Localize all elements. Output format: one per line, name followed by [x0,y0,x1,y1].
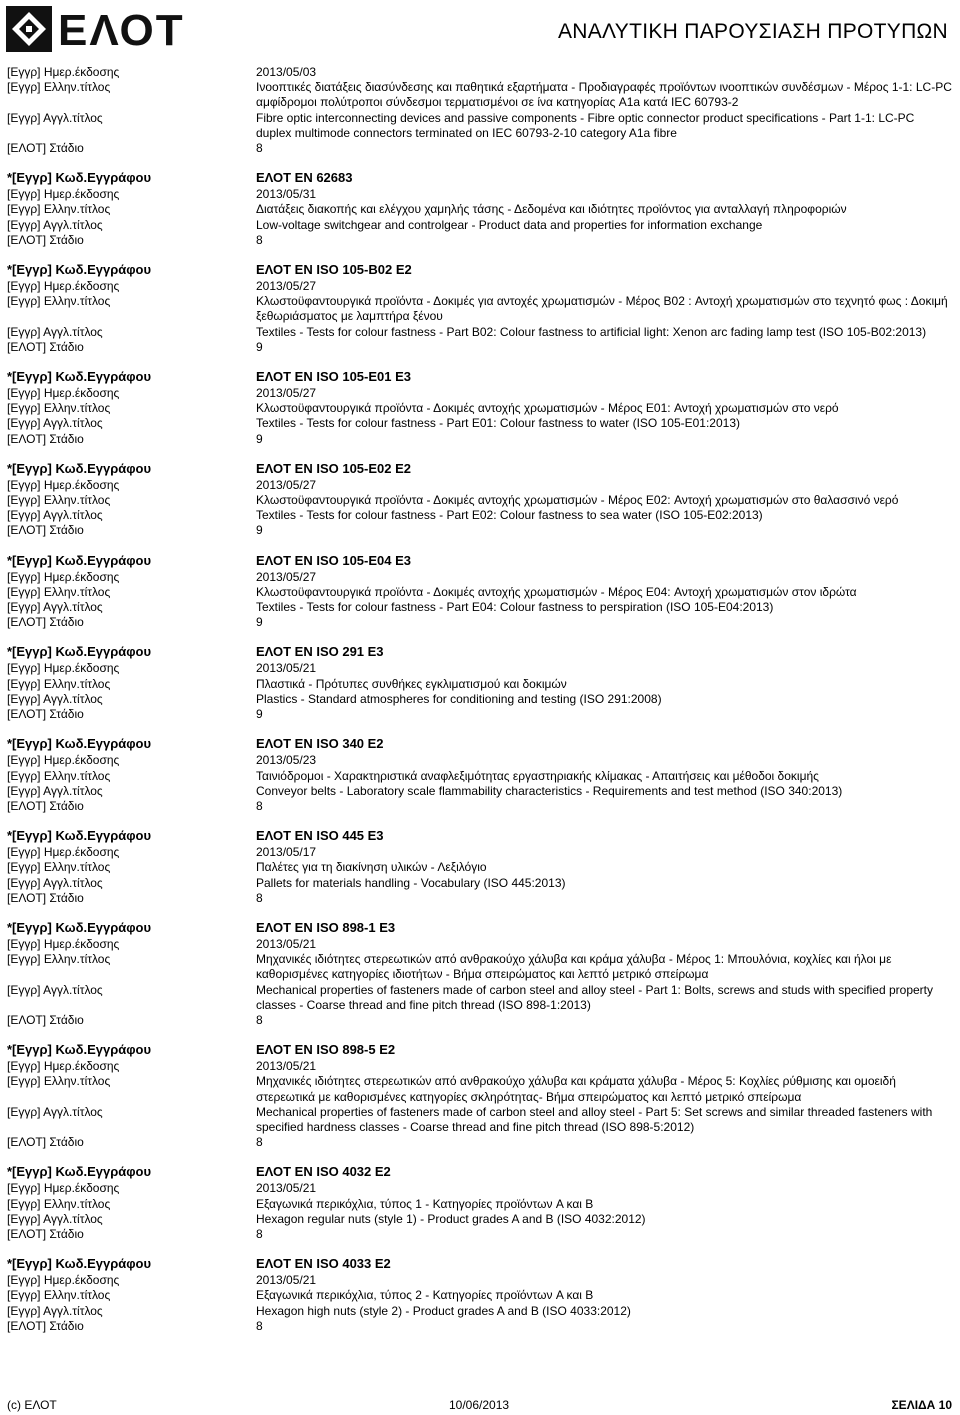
stage-value: 9 [256,339,263,354]
elot-logo [6,6,185,56]
record-code-row [7,261,952,279]
document-code: ΕΛΟΤ EN ISO 105-E01 E3 [256,369,411,385]
english-title-label: [Εγγρ] Αγγλ.τίτλος [7,110,103,125]
issue-date-value: 2013/05/27 [256,386,317,401]
standard-record [7,1163,952,1242]
english-title-row [7,218,952,233]
greek-title-value: Μηχανικές ιδιότητες στερεωτικών από ανθρακούχο χάλυβα και κράμα χάλυβα - Μέρος 1: Μπουλόνια, κοχλίες και ήλοι με καθορισμένες κατηγορίες ιδιοτήτων - Βήμα σπειρώματος και λεπτό μετρικό σπείρωμα [256,952,892,982]
issue-date-row [7,279,952,294]
issue-date-label: [Εγγρ] Ημερ.έκδοσης [7,936,120,951]
footer-copyright: (c) ΕΛΟΤ [7,1398,57,1412]
document-code: ΕΛΟΤ EN 62683 [256,170,353,186]
stage-value: 8 [256,890,263,905]
english-title-value: Textiles - Tests for colour fastness - Part E01: Colour fastness to water (ISO 105-E01:2013) [256,416,740,431]
code-label: *[Εγγρ] Κωδ.Εγγράφου [7,552,152,568]
issue-date-value: 2013/05/21 [256,936,317,951]
english-title-value: Mechanical properties of fasteners made of carbon steel and alloy steel - Part 1: Bolts, screws and studs with specified property classes - Coarse thread and fine pitch thread (ISO 898-1:2013) [256,982,934,1012]
stage-value: 8 [256,1226,263,1241]
footer-date: 10/06/2013 [449,1398,510,1412]
document-code: ΕΛΟΤ EN ISO 898-5 E2 [256,1042,396,1058]
english-title-label: [Εγγρ] Αγγλ.τίτλος [7,600,103,615]
english-title-value: Plastics - Standard atmospheres for conditioning and testing (ISO 291:2008) [256,691,662,706]
code-label: *[Εγγρ] Κωδ.Εγγράφου [7,1164,152,1180]
greek-title-value: Ινοοπτικές διατάξεις διασύνδεσης και παθητικά εξαρτήματα - Προδιαγραφές προϊόντων ινοοπτικών συνδέσμων - Μέρος 1-1: LC-PC αμφίδρομοι πολύτροποι σύνδεσμοι τερματισμένοι σε ίνα κατηγορίας A1a κατά IEC 60793-2 [256,80,952,110]
document-code: ΕΛΟΤ EN ISO 105-B02 E2 [256,262,412,278]
page-footer [7,1398,952,1414]
stage-label: [ΕΛΟΤ] Στάδιο [7,232,84,247]
english-title-row [7,508,952,523]
english-title-value: Textiles - Tests for colour fastness - Part E04: Colour fastness to perspiration (ISO 105-E04:2013) [256,600,774,615]
stage-row [7,1135,952,1150]
greek-title-row [7,294,952,324]
greek-title-value: Κλωστοϋφαντουργικά προϊόντα - Δοκιμές για αντοχές χρωματισμών - Μέρος B02 : Αντοχή χρωματισμών στο τεχνητό φως : Δοκιμή ξεθωριάσματος με λαμπτήρα ξένου [256,294,948,324]
greek-title-value: Κλωστοϋφαντουργικά προϊόντα - Δοκιμές αντοχής χρωματισμών - Μέρος E04: Αντοχή χρωματισμών στον ιδρώτα [256,584,857,599]
stage-row [7,340,952,355]
issue-date-row [7,937,952,952]
code-label: *[Εγγρ] Κωδ.Εγγράφου [7,644,152,660]
standard-record [7,65,952,156]
stage-row [7,523,952,538]
english-title-value: Hexagon high nuts (style 2) - Product grades A and B (ISO 4033:2012) [256,1303,631,1318]
greek-title-row [7,860,952,875]
issue-date-label: [Εγγρ] Ημερ.έκδοσης [7,477,120,492]
elot-emblem-icon [6,6,52,52]
issue-date-row [7,65,952,80]
stage-row [7,891,952,906]
issue-date-label: [Εγγρ] Ημερ.έκδοσης [7,661,120,676]
issue-date-label: [Εγγρ] Ημερ.έκδοσης [7,187,120,202]
standard-record [7,169,952,248]
stage-row [7,141,952,156]
english-title-row [7,983,952,1013]
issue-date-row [7,845,952,860]
issue-date-row [7,1181,952,1196]
stage-label: [ΕΛΟΤ] Στάδιο [7,1012,84,1027]
stage-value: 9 [256,431,263,446]
issue-date-row [7,661,952,676]
code-label: *[Εγγρ] Κωδ.Εγγράφου [7,460,152,476]
standard-record [7,827,952,906]
english-title-label: [Εγγρ] Αγγλ.τίτλος [7,783,103,798]
stage-row [7,707,952,722]
record-code-row [7,169,952,187]
greek-title-value: Εξαγωνικά περικόχλια, τύπος 1 - Κατηγορίες προϊόντων A και B [256,1196,594,1211]
greek-title-row [7,493,952,508]
greek-title-row [7,80,952,110]
english-title-row [7,416,952,431]
english-title-label: [Εγγρ] Αγγλ.τίτλος [7,982,103,997]
issue-date-row [7,753,952,768]
english-title-label: [Εγγρ] Αγγλ.τίτλος [7,1211,103,1226]
standard-record [7,643,952,722]
issue-date-row [7,1273,952,1288]
greek-title-value: Παλέτες για τη διακίνηση υλικών - Λεξιλόγιο [256,860,487,875]
code-label: *[Εγγρ] Κωδ.Εγγράφου [7,919,152,935]
greek-title-label: [Εγγρ] Ελλην.τίτλος [7,202,111,217]
standard-record [7,552,952,631]
issue-date-row [7,386,952,401]
english-title-label: [Εγγρ] Αγγλ.τίτλος [7,217,103,232]
greek-title-label: [Εγγρ] Ελλην.τίτλος [7,860,111,875]
greek-title-label: [Εγγρ] Ελλην.τίτλος [7,493,111,508]
record-code-row [7,1255,952,1273]
english-title-row [7,1212,952,1227]
issue-date-label: [Εγγρ] Ημερ.έκδοσης [7,65,120,79]
standard-record [7,1255,952,1334]
standard-record [7,261,952,355]
stage-value: 8 [256,1135,263,1150]
greek-title-row [7,952,952,982]
greek-title-label: [Εγγρ] Ελλην.τίτλος [7,1288,111,1303]
issue-date-label: [Εγγρ] Ημερ.έκδοσης [7,279,120,294]
stage-label: [ΕΛΟΤ] Στάδιο [7,431,84,446]
english-title-row [7,876,952,891]
document-code: ΕΛΟΤ EN ISO 898-1 E3 [256,919,396,935]
issue-date-value: 2013/05/27 [256,477,317,492]
record-code-row [7,735,952,753]
document-code: ΕΛΟΤ EN ISO 4032 E2 [256,1164,391,1180]
greek-title-label: [Εγγρ] Ελλην.τίτλος [7,952,111,967]
issue-date-value: 2013/05/27 [256,569,317,584]
greek-title-value: Μηχανικές ιδιότητες στερεωτικών από ανθρακούχο χάλυβα και κράματα χάλυβα - Μέρος 5: Κοχλίες ρύθμισης και ομοειδή στερεωτικά με καθορισμένες κατηγορίες σκληρότητας- Βήμα σπειρώματος και λεπτό μετρικό σπείρωμα [256,1074,896,1104]
issue-date-row [7,478,952,493]
record-code-row [7,643,952,661]
code-label: *[Εγγρ] Κωδ.Εγγράφου [7,736,152,752]
standard-record [7,368,952,447]
code-label: *[Εγγρ] Κωδ.Εγγράφου [7,262,152,278]
english-title-value: Low-voltage switchgear and controlgear - Product data and properties for information exchange [256,217,763,232]
stage-value: 8 [256,232,263,247]
english-title-row [7,692,952,707]
record-code-row [7,368,952,386]
code-label: *[Εγγρ] Κωδ.Εγγράφου [7,828,152,844]
stage-row [7,1319,952,1334]
greek-title-value: Ταινιόδρομοι - Χαρακτηριστικά αναφλεξιμότητας εργαστηριακής κλίμακας - Απαιτήσεις και μέθοδοι δοκιμής [256,768,819,783]
code-label: *[Εγγρ] Κωδ.Εγγράφου [7,1042,152,1058]
record-code-row [7,827,952,845]
stage-row [7,799,952,814]
stage-value: 8 [256,141,263,156]
document-code: ΕΛΟΤ EN ISO 105-E02 E2 [256,460,411,476]
document-code: ΕΛΟΤ EN ISO 340 E2 [256,736,384,752]
standard-record [7,735,952,814]
stage-label: [ΕΛΟΤ] Στάδιο [7,615,84,630]
stage-label: [ΕΛΟΤ] Στάδιο [7,1135,84,1150]
stage-value: 8 [256,1318,263,1333]
issue-date-value: 2013/05/27 [256,279,317,294]
english-title-label: [Εγγρ] Αγγλ.τίτλος [7,691,103,706]
issue-date-value: 2013/05/21 [256,1181,317,1196]
stage-label: [ΕΛΟΤ] Στάδιο [7,1226,84,1241]
issue-date-value: 2013/05/03 [256,65,317,79]
stage-label: [ΕΛΟΤ] Στάδιο [7,707,84,722]
record-code-row [7,1041,952,1059]
stage-value: 9 [256,615,263,630]
stage-value: 8 [256,1012,263,1027]
document-code: ΕΛΟΤ EN ISO 105-E04 E3 [256,552,411,568]
code-label: *[Εγγρ] Κωδ.Εγγράφου [7,170,152,186]
greek-title-row [7,401,952,416]
issue-date-label: [Εγγρ] Ημερ.έκδοσης [7,1181,120,1196]
greek-title-value: Διατάξεις διακοπής και ελέγχου χαμηλής τάσης - Δεδομένα και ιδιότητες προϊόντος για ανταλλαγή πληροφοριών [256,202,847,217]
greek-title-row [7,202,952,217]
english-title-label: [Εγγρ] Αγγλ.τίτλος [7,324,103,339]
greek-title-row [7,1288,952,1303]
greek-title-label: [Εγγρ] Ελλην.τίτλος [7,1074,111,1089]
english-title-label: [Εγγρ] Αγγλ.τίτλος [7,508,103,523]
record-code-row [7,460,952,478]
standards-list [7,65,952,1334]
stage-label: [ΕΛΟΤ] Στάδιο [7,1318,84,1333]
standard-record [7,460,952,539]
issue-date-value: 2013/05/21 [256,1273,317,1288]
stage-row [7,233,952,248]
stage-label: [ΕΛΟΤ] Στάδιο [7,141,84,156]
greek-title-row [7,585,952,600]
greek-title-label: [Εγγρ] Ελλην.τίτλος [7,584,111,599]
issue-date-value: 2013/05/21 [256,661,317,676]
english-title-row [7,1105,952,1135]
greek-title-value: Εξαγωνικά περικόχλια, τύπος 2 - Κατηγορίες προϊόντων A και B [256,1288,594,1303]
english-title-row [7,784,952,799]
issue-date-value: 2013/05/31 [256,187,317,202]
issue-date-label: [Εγγρ] Ημερ.έκδοσης [7,1273,120,1288]
footer-page-number: ΣΕΛΙΔΑ 10 [891,1398,952,1412]
greek-title-label: [Εγγρ] Ελλην.τίτλος [7,401,111,416]
stage-row [7,1013,952,1028]
issue-date-row [7,187,952,202]
english-title-value: Pallets for materials handling - Vocabulary (ISO 445:2013) [256,875,566,890]
document-code: ΕΛΟΤ EN ISO 291 E3 [256,644,384,660]
stage-row [7,432,952,447]
issue-date-value: 2013/05/21 [256,1059,317,1074]
standard-record [7,1041,952,1150]
english-title-row [7,325,952,340]
record-code-row [7,1163,952,1181]
issue-date-value: 2013/05/23 [256,753,317,768]
english-title-row [7,600,952,615]
greek-title-value: Πλαστικά - Πρότυπες συνθήκες εγκλιματισμού και δοκιμών [256,676,567,691]
issue-date-label: [Εγγρ] Ημερ.έκδοσης [7,1059,120,1074]
stage-label: [ΕΛΟΤ] Στάδιο [7,890,84,905]
greek-title-value: Κλωστοϋφαντουργικά προϊόντα - Δοκιμές αντοχής χρωματισμών - Μέρος E01: Αντοχή χρωματισμών στο νερό [256,401,839,416]
greek-title-label: [Εγγρ] Ελλην.τίτλος [7,1196,111,1211]
page-title: ΑΝΑΛΥΤΙΚΗ ΠΑΡΟΥΣΙΑΣΗ ΠΡΟΤΥΠΩΝ [557,20,948,43]
issue-date-row [7,1059,952,1074]
greek-title-row [7,1074,952,1104]
issue-date-label: [Εγγρ] Ημερ.έκδοσης [7,569,120,584]
code-label: *[Εγγρ] Κωδ.Εγγράφου [7,369,152,385]
english-title-value: Conveyor belts - Laboratory scale flammability characteristics - Requirements and test method (ISO 340:2013) [256,783,843,798]
greek-title-label: [Εγγρ] Ελλην.τίτλος [7,768,111,783]
record-code-row [7,919,952,937]
document-code: ΕΛΟΤ EN ISO 445 E3 [256,828,384,844]
english-title-label: [Εγγρ] Αγγλ.τίτλος [7,1104,103,1119]
stage-value: 8 [256,798,263,813]
page-header [0,0,960,64]
issue-date-label: [Εγγρ] Ημερ.έκδοσης [7,753,120,768]
greek-title-row [7,1197,952,1212]
stage-label: [ΕΛΟΤ] Στάδιο [7,523,84,538]
greek-title-row [7,677,952,692]
greek-title-label: [Εγγρ] Ελλην.τίτλος [7,80,111,95]
stage-value: 9 [256,523,263,538]
stage-label: [ΕΛΟΤ] Στάδιο [7,339,84,354]
stage-row [7,1227,952,1242]
stage-label: [ΕΛΟΤ] Στάδιο [7,798,84,813]
record-code-row [7,552,952,570]
greek-title-label: [Εγγρ] Ελλην.τίτλος [7,294,111,309]
stage-value: 9 [256,707,263,722]
issue-date-value: 2013/05/17 [256,845,317,860]
english-title-value: Textiles - Tests for colour fastness - Part B02: Colour fastness to artificial light: Xenon arc fading lamp test (ISO 105-B02:2013) [256,324,927,339]
english-title-label: [Εγγρ] Αγγλ.τίτλος [7,416,103,431]
english-title-label: [Εγγρ] Αγγλ.τίτλος [7,875,103,890]
issue-date-row [7,570,952,585]
code-label: *[Εγγρ] Κωδ.Εγγράφου [7,1256,152,1272]
english-title-value: Hexagon regular nuts (style 1) - Product grades A and B (ISO 4032:2012) [256,1211,646,1226]
issue-date-label: [Εγγρ] Ημερ.έκδοσης [7,386,120,401]
english-title-row [7,111,952,141]
greek-title-row [7,769,952,784]
english-title-label: [Εγγρ] Αγγλ.τίτλος [7,1303,103,1318]
english-title-value: Textiles - Tests for colour fastness - Part E02: Colour fastness to sea water (ISO 105-E02:2013) [256,508,763,523]
issue-date-label: [Εγγρ] Ημερ.έκδοσης [7,845,120,860]
greek-title-value: Κλωστοϋφαντουργικά προϊόντα - Δοκιμές αντοχής χρωματισμών - Μέρος E02: Αντοχή χρωματισμών στο θαλασσινό νερό [256,493,899,508]
document-code: ΕΛΟΤ EN ISO 4033 E2 [256,1256,391,1272]
english-title-value: Mechanical properties of fasteners made of carbon steel and alloy steel - Part 5: Set screws and similar threaded fasteners with specified hardness classes - Coarse thread and fine pitch thread (ISO 898-5:2012) [256,1104,933,1134]
greek-title-label: [Εγγρ] Ελλην.τίτλος [7,676,111,691]
english-title-value: Fibre optic interconnecting devices and passive components - Fibre optic connector product specifications - Part 1-1: LC-PC duplex multimode connectors terminated on IEC 60793-2-10 category A1a fibre [256,110,915,140]
standard-record [7,919,952,1028]
english-title-row [7,1304,952,1319]
logo-wordmark: ΕΛΟΤ [58,6,185,55]
stage-row [7,615,952,630]
